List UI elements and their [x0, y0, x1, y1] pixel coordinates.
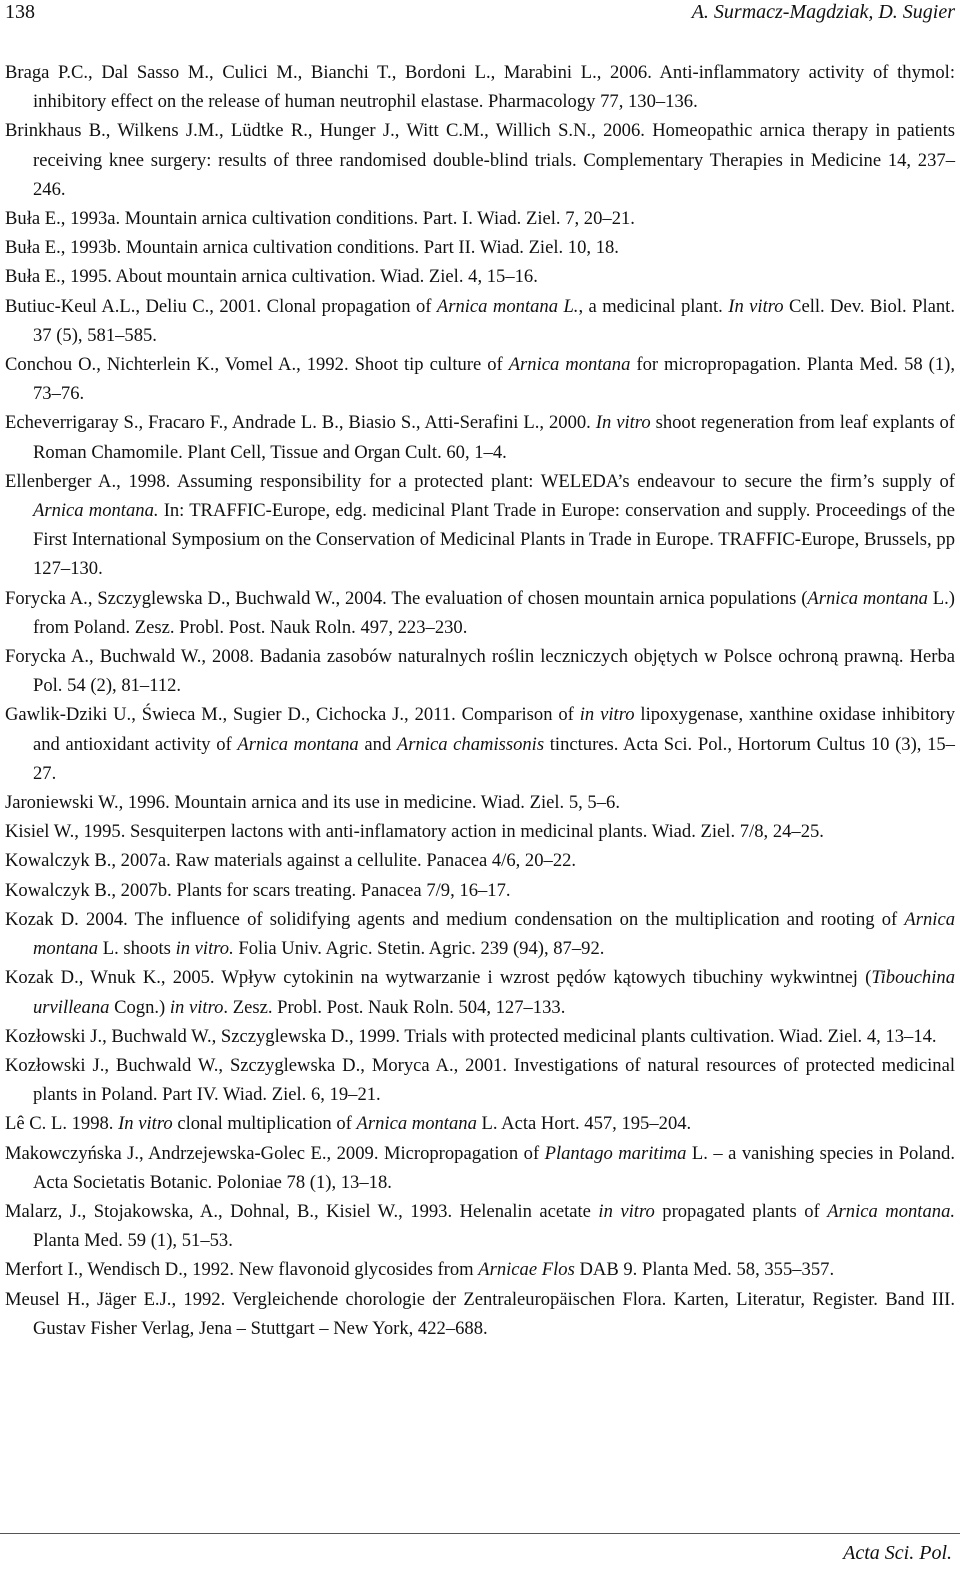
reference-entry [5, 1197, 955, 1255]
reference-text: Kozłowski J., Buchwald W., Szczyglewska D., 1999. Trials with protected medicinal plants cultivation. Wiad. Ziel. 4, 13–14. [5, 1025, 937, 1047]
reference-text: Echeverrigaray S., Fracaro F., Andrade L. B., Biasio S., Atti-Serafini L., 2000. [5, 412, 596, 434]
reference-text: Lê C. L. 1998. [5, 1113, 119, 1135]
reference-entry [5, 1022, 955, 1051]
reference-entry [5, 292, 955, 350]
reference-entry [5, 1051, 955, 1109]
reference-italic-text: Plantago maritima [544, 1142, 687, 1164]
reference-entry [5, 700, 955, 788]
reference-entry [5, 905, 955, 963]
page-header [5, 0, 955, 30]
page-number: 138 [5, 1, 35, 23]
reference-italic-text: Arnica montana L. [436, 295, 579, 317]
running-head: A. Surmacz-Magdziak, D. Sugier [691, 1, 955, 23]
reference-text: DAB 9. Planta Med. 58, 355–357. [574, 1259, 835, 1281]
reference-italic-text: Arnica montana [508, 354, 631, 376]
reference-text: Butiuc-Keul A.L., Deliu C., 2001. Clonal propagation of [5, 295, 437, 317]
reference-text: Kowalczyk B., 2007a. Raw materials against a cellulite. Panacea 4/6, 20–22. [5, 850, 577, 872]
reference-text: Forycka A., Buchwald W., 2008. Badania zasobów naturalnych roślin leczniczych objętych w Polsce ochroną prawną. Herba Pol. 54 (2), 81–112. [5, 646, 955, 697]
reference-entry [5, 963, 955, 1021]
reference-entry [5, 58, 955, 116]
reference-text: Kisiel W., 1995. Sesquiterpen lactons with anti-inflamatory action in medicinal plants. Wiad. Ziel. 7/8, 24–25. [5, 821, 824, 843]
reference-text: Brinkhaus B., Wilkens J.M., Lüdtke R., Hunger J., Witt C.M., Willich S.N., 2006. Homeopathic arnica therapy in patients receiving knee surgery: results of three randomised double-blind trials. Complementary Therapies in Medicine 14, 237–246. [5, 120, 955, 200]
reference-text: Jaroniewski W., 1996. Mountain arnica and its use in medicine. Wiad. Ziel. 5, 5–6. [5, 792, 620, 814]
reference-entry [5, 262, 955, 291]
reference-text: Kowalczyk B., 2007b. Plants for scars treating. Panacea 7/9, 16–17. [5, 879, 511, 901]
reference-text: In: TRAFFIC-Europe, edg. medicinal Plant Trade in Europe: conservation and supply. Proceedings of the First International Symposium on the Conservation of Medicinal Plants in Trade in Europe. TRAFFIC-Europe, Brussels, pp 127–130. [33, 500, 955, 580]
reference-italic-text: in vitro. [175, 938, 234, 960]
reference-italic-text: Arnica montana [807, 587, 928, 609]
reference-text: Forycka A., Szczyglewska D., Buchwald W., 2004. The evaluation of chosen mountain arnica populations ( [5, 587, 808, 609]
reference-entry [5, 1255, 955, 1284]
reference-text: shoot regeneration from leaf explants of Roman Chamomile. Plant Cell, Tissue and Organ Cult. 60, 1–4. [33, 412, 955, 463]
reference-text: and [358, 733, 397, 755]
reference-text: propagated plants of [654, 1200, 828, 1222]
reference-entry [5, 876, 955, 905]
reference-text: tinctures. Acta Sci. Pol., Hortorum Cultus 10 (3), 15–27. [33, 733, 955, 784]
reference-list [5, 58, 955, 1343]
reference-italic-text: Arnica montana. [33, 500, 159, 522]
reference-text: Planta Med. 59 (1), 51–53. [33, 1230, 233, 1252]
reference-text: Buła E., 1995. About mountain arnica cultivation. Wiad. Ziel. 4, 15–16. [5, 266, 538, 288]
reference-text: clonal multiplication of [172, 1113, 357, 1135]
reference-entry [5, 846, 955, 875]
reference-entry [5, 817, 955, 846]
reference-italic-text: in vitro [169, 996, 224, 1018]
reference-italic-text: Arnica montana. [827, 1200, 956, 1222]
reference-entry [5, 788, 955, 817]
reference-text: lipoxygenase, xanthine oxidase inhibitory and antioxidant activity of [33, 704, 956, 755]
reference-text: Merfort I., Wendisch D., 1992. New flavonoid glycosides from [5, 1259, 479, 1281]
reference-italic-text: Arnica montana [356, 1113, 477, 1135]
reference-text: L. Acta Hort. 457, 195–204. [476, 1113, 692, 1135]
reference-text: Cogn.) [109, 996, 170, 1018]
reference-text: Cell. Dev. Biol. Plant. 37 (5), 581–585. [33, 295, 955, 346]
reference-italic-text: Tibouchina urvilleana [33, 967, 955, 1018]
reference-text: L. – a vanishing species in Poland. Acta Societatis Botanic. Poloniae 78 (1), 13–18. [33, 1142, 955, 1193]
reference-text: for micropropagation. Planta Med. 58 (1), 73–76. [33, 354, 955, 405]
reference-text: Kozak D., Wnuk K., 2005. Wpływ cytokinin na wytwarzanie i wzrost pędów kątowych tibuchiny wykwintnej ( [5, 967, 872, 989]
reference-italic-text: In vitro [595, 412, 651, 434]
reference-entry [5, 408, 955, 466]
reference-text: , a medicinal plant. [578, 295, 729, 317]
reference-text: L.) from Poland. Zesz. Probl. Post. Nauk Roln. 497, 223–230. [33, 587, 955, 638]
reference-entry [5, 233, 955, 262]
reference-entry [5, 204, 955, 233]
reference-italic-text: Arnicae Flos [478, 1259, 575, 1281]
journal-footer: Acta Sci. Pol. [843, 1542, 952, 1564]
reference-text: . Zesz. Probl. Post. Nauk Roln. 504, 127–133. [223, 996, 566, 1018]
reference-text: Gawlik-Dziki U., Świeca M., Sugier D., Cichocka J., 2011. Comparison of [5, 704, 580, 726]
footer-rule [0, 1533, 960, 1534]
reference-italic-text: in vitro [598, 1200, 655, 1222]
reference-text: Malarz, J., Stojakowska, A., Dohnal, B., Kisiel W., 1993. Helenalin acetate [5, 1200, 599, 1222]
reference-text: Folia Univ. Agric. Stetin. Agric. 239 (94), 87–92. [233, 938, 605, 960]
reference-italic-text: Arnica chamissonis [396, 733, 545, 755]
reference-text: Ellenberger A., 1998. Assuming responsibility for a protected plant: WELEDA’s endeavour to secure the firm’s supply of [5, 470, 955, 492]
reference-text: Buła E., 1993b. Mountain arnica cultivation conditions. Part II. Wiad. Ziel. 10, 18. [5, 237, 619, 259]
reference-entry [5, 350, 955, 408]
reference-italic-text: Arnica montana [237, 733, 359, 755]
reference-text: Makowczyńska J., Andrzejewska-Golec E., 2009. Micropropagation of [5, 1142, 545, 1164]
reference-entry [5, 116, 955, 204]
reference-text: L. shoots [98, 938, 176, 960]
reference-entry [5, 642, 955, 700]
reference-italic-text: in vitro [579, 704, 635, 726]
reference-italic-text: In vitro [728, 295, 784, 317]
reference-italic-text: Arnica montana [33, 908, 955, 960]
reference-entry [5, 467, 955, 584]
reference-entry [5, 1285, 955, 1343]
reference-text: Kozak D. 2004. The influence of solidifying agents and medium condensation on the multiplication and rooting of [5, 908, 905, 930]
reference-entry [5, 584, 955, 642]
reference-text: Buła E., 1993a. Mountain arnica cultivation conditions. Part. I. Wiad. Ziel. 7, 20–21. [5, 208, 635, 230]
reference-italic-text: In vitro [118, 1113, 173, 1135]
reference-text: Meusel H., Jäger E.J., 1992. Vergleichende chorologie der Zentraleuropäischen Flora. Karten, Literatur, Register. Band III. Gustav Fisher Verlag, Jena – Stuttgart – New York, 422–688. [5, 1288, 955, 1339]
reference-text: Braga P.C., Dal Sasso M., Culici M., Bianchi T., Bordoni L., Marabini L., 2006. Anti-inflammatory activity of thymol: inhibitory effect on the release of human neutrophil elastase. Pharmacology 77, 130–136. [5, 62, 955, 113]
reference-entry [5, 1109, 955, 1138]
reference-text: Conchou O., Nichterlein K., Vomel A., 1992. Shoot tip culture of [5, 354, 509, 376]
reference-text: Kozłowski J., Buchwald W., Szczyglewska D., Moryca A., 2001. Investigations of natural resources of protected medicinal plants in Poland. Part IV. Wiad. Ziel. 6, 19–21. [5, 1054, 955, 1106]
reference-entry [5, 1139, 955, 1197]
